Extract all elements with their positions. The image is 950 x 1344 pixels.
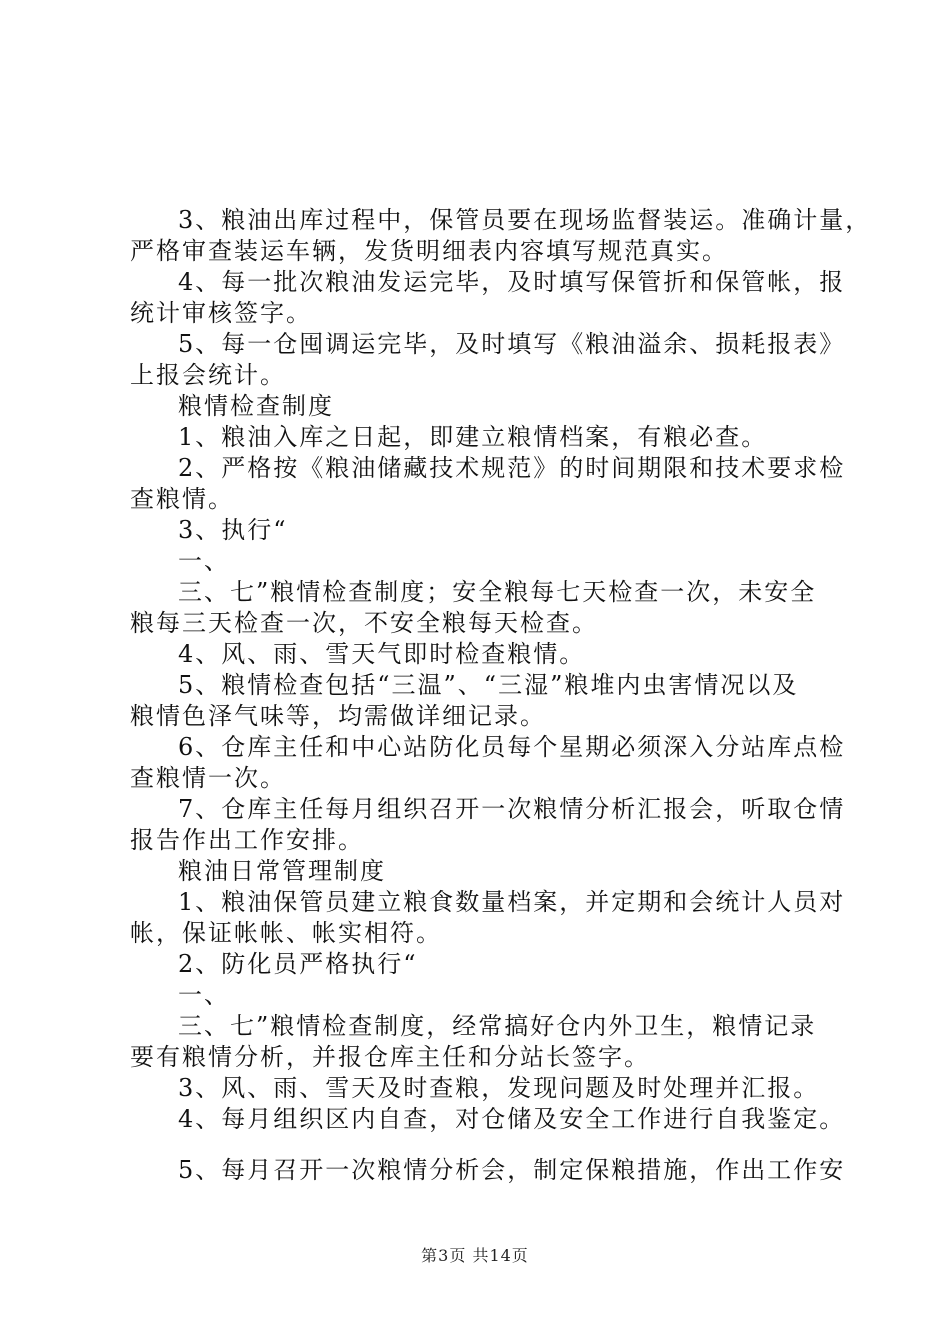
paragraph-line: 三、七”粮情检查制度；安全粮每七天检查一次，未安全	[178, 578, 817, 606]
paragraph-line: 粮情色泽气味等，均需做详细记录。	[130, 702, 546, 730]
page-number-footer: 第3页 共14页	[421, 1246, 529, 1265]
paragraph-line: 报告作出工作安排。	[130, 826, 364, 854]
paragraph-line: 4、风、雨、雪天气即时检查粮情。	[178, 640, 586, 668]
paragraph-line: 6、仓库主任和中心站防化员每个星期必须深入分站库点检	[178, 733, 846, 761]
section-heading: 粮情检查制度	[178, 392, 334, 420]
paragraph-line: 统计审核签字。	[130, 299, 312, 327]
paragraph-line: 2、防化员严格执行“	[178, 950, 418, 978]
paragraph-line: 5、每一仓囤调运完毕，及时填写《粮油溢余、损耗报表》	[178, 330, 846, 358]
paragraph-line: 4、每月组织区内自查，对仓储及安全工作进行自我鉴定。	[178, 1105, 846, 1133]
paragraph-line: 5、每月召开一次粮情分析会，制定保粮措施，作出工作安	[178, 1156, 846, 1184]
document-body	[130, 205, 872, 1186]
paragraph-line: 1、粮油入库之日起，即建立粮情档案，有粮必查。	[178, 423, 768, 451]
paragraph-line: 5、粮情检查包括“三温”、“三湿”粮堆内虫害情况以及	[178, 671, 799, 699]
paragraph-line: 3、风、雨、雪天及时查粮，发现问题及时处理并汇报。	[178, 1074, 820, 1102]
paragraph-line: 一、	[178, 981, 230, 1009]
section-heading: 粮油日常管理制度	[178, 857, 386, 885]
paragraph-line: 粮每三天检查一次，不安全粮每天检查。	[130, 609, 598, 637]
paragraph-line: 严格审查装运车辆，发货明细表内容填写规范真实。	[130, 237, 728, 265]
paragraph-line: 3、粮油出库过程中，保管员要在现场监督装运。准确计量，	[178, 206, 872, 234]
paragraph-line: 帐，保证帐帐、帐实相符。	[130, 919, 442, 947]
paragraph-line: 1、粮油保管员建立粮食数量档案，并定期和会统计人员对	[178, 888, 846, 916]
paragraph-line: 查粮情。	[130, 485, 234, 513]
paragraph-line: 三、七”粮情检查制度，经常搞好仓内外卫生，粮情记录	[178, 1012, 817, 1040]
paragraph-line: 查粮情一次。	[130, 764, 286, 792]
paragraph-line: 要有粮情分析，并报仓库主任和分站长签字。	[130, 1043, 650, 1071]
paragraph-line: 上报会统计。	[130, 361, 286, 389]
paragraph-gap	[130, 1135, 835, 1155]
paragraph-line: 一、	[178, 547, 230, 575]
paragraph-line: 3、执行“	[178, 516, 288, 544]
paragraph-line: 7、仓库主任每月组织召开一次粮情分析汇报会，听取仓情	[178, 795, 846, 823]
paragraph-line: 4、每一批次粮油发运完毕，及时填写保管折和保管帐，报	[178, 268, 846, 296]
paragraph-line: 2、严格按《粮油储藏技术规范》的时间期限和技术要求检	[178, 454, 846, 482]
